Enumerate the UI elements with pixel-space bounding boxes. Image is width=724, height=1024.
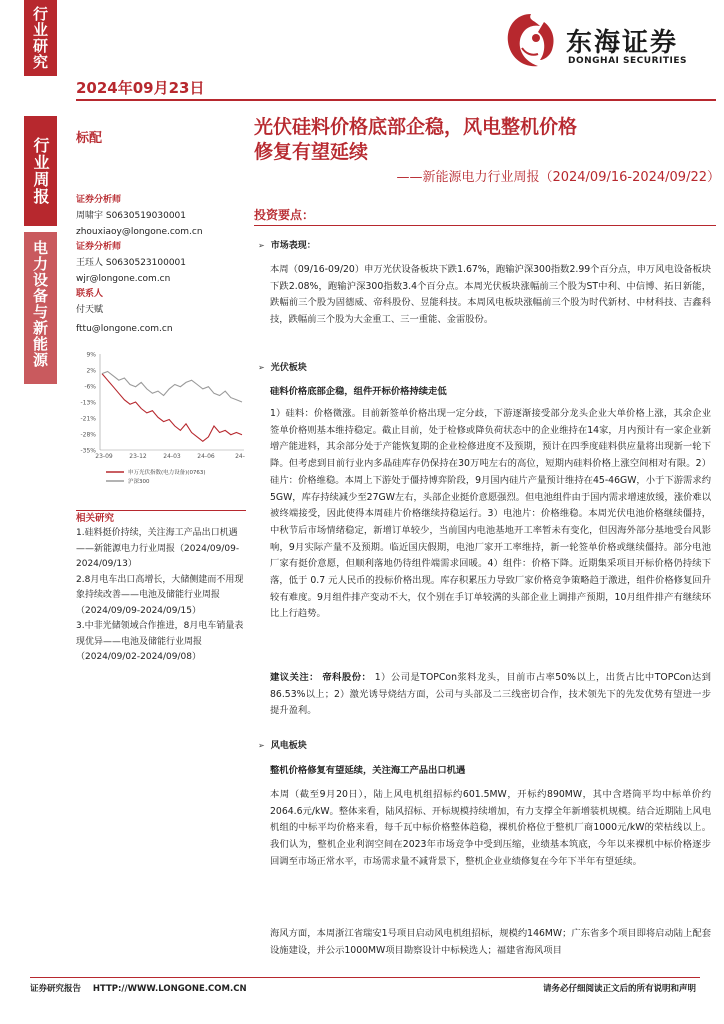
y-tick-label: -28% — [80, 431, 96, 439]
pv-text: 1）硅料：价格微涨。目前新签单价格出现一定分歧，下游逐渐接受部分龙头企业大单价格上涨，其余企业签单价格则基本维持稳定。截止目前，处于检修或降负荷状态中的企业维持在14家，月内预计有一家企业新增产能进料，其余部分处于产能恢复期的企业检修进度不及预期，预计在四季度硅料供应量将出现新一轮下降。但考虑到目前行业内多晶硅库存仍保持在30万吨左右的高位，短期内硅料价格上涨空间相对有限。2）硅片：价格维稳。本周上下游处于僵持博弈阶段，9月国内硅片产量预计维持在45-46GW，小于下游需求约5GW，库存持续减少至27GW左右，头部企业挺价意愿强烈。但电池组件由于国内需求增速放缓，涨价难以被终端接受，因此使得本周硅片价格继续持稳运行。3）电池片：价格维稳。本周光伏电池价格继续僵持，中秋节后市场情绪稳定，新增订单较少，当前国内电池基地开工率暂未有变化，但因海外部分基地受台风影响，9月实际产量不及预期。临近国庆假期，电池厂家开工率维持，新一轮签单价格或继续僵持。部分电池厂家有挺价意愿，但顺利落地仍待组件端需求回暖。4）组件：价格下降。近期集采项目开标价格仍持续下落，低于 0.7 元人民币的投标价格出现。库存积累压力导致厂家价格竞争策略趋于激进，组件价格修复回升较有难度。9月组件排产变动不大，仅个别在手订单较满的头部企业上调排产预期，10月组件排产有继续环比上行趋势。 — [270, 408, 712, 620]
legend-label-2: 沪深300 — [128, 479, 150, 485]
market-heading: ➢ 市场表现： — [258, 238, 316, 251]
x-tick-label: 24-03 — [163, 453, 181, 460]
pv-focus — [270, 670, 711, 720]
brand-name-en: DONGHAI SECURITIES — [568, 56, 687, 66]
y-tick-label: -13% — [80, 399, 96, 407]
analyst-1-email[interactable]: zhouxiaoy@longone.com.cn — [76, 227, 203, 237]
rating: 标配 — [76, 131, 103, 146]
series-line-1 — [102, 374, 242, 442]
section-rule — [254, 225, 716, 226]
wind-text-1: 本周（截至9月20日），陆上风电机组招标约601.5MW，开标约890MW，其中含塔筒平均中标单价约2064.6元/kW。整体来看，陆风招标、开标规模持续增加，有力支撑全年新增装机规模。结合近期陆上风电机组的中标平均价格来看，每千瓦中标价格整体趋稳，裸机价格位于整机厂商1000元/kW的荣枯线以上。我们认为，整机企业利润空间在2023年市场竞争中受到压缩，业绩基本筑底，今年以来裸机中标价格逐步回调至市场正常水平，市场需求量不减背景下，整机企业业绩修复在今年下半年有望延续。 — [270, 789, 711, 867]
y-tick-label: 9% — [86, 351, 96, 359]
wind-subheading: 整机价格修复有望延续，关注海工产品出口机遇 — [270, 765, 466, 776]
header-rule — [76, 99, 716, 101]
report-title — [254, 115, 709, 165]
pv-focus-label: 建议关注： — [270, 672, 319, 683]
footer-right: 请务必仔细阅读正文后的所有说明和声明 — [542, 984, 696, 994]
y-tick-label: 2% — [86, 367, 96, 375]
title-line-2: 修复有望延续 — [254, 141, 369, 163]
analyst-2-email[interactable]: wjr@longone.com.cn — [76, 274, 171, 284]
analyst-1-name: 周啸宇 S0630519030001 — [76, 211, 187, 221]
x-tick-label: 24-06 — [197, 453, 215, 460]
weekly-label: 行业周报 — [31, 137, 50, 205]
related-item-3[interactable]: 3.中非光储领域合作推进，8月电车销量表现优异——电池及储能行业周报（2024/09/02-2024/09/08） — [76, 621, 244, 662]
brand-name-cn: 东海证券 — [566, 28, 679, 58]
title-line-1: 光伏硅料价格底部企稳，风电整机价格 — [254, 116, 578, 138]
sector-band — [24, 232, 57, 384]
wind-heading: ➢ 风电板块 — [258, 738, 307, 751]
wind-text-2: 海风方面，本周浙江省瑞安1号项目启动风电机组招标，规模约146MW；广东省多个项目即将启动陆上配套设施建设，并公示1000MW项目勘察设计中标候选人；福建省海风项目 — [270, 928, 711, 956]
analysts-block — [76, 194, 246, 336]
report-type-band — [24, 0, 57, 76]
y-tick-label: -6% — [84, 383, 96, 391]
related-item-1[interactable]: 1.硅料挺价持续，关注海工产品出口机遇 ——新能源电力行业周报（2024/09/09-2024/09/13） — [76, 528, 240, 569]
pv-subheading: 硅料价格底部企稳，组件开标价格持续走低 — [270, 386, 447, 397]
legend-label-1: 申万光伏指数(电力设备)(0763) — [128, 470, 206, 476]
brand-logo — [500, 8, 705, 78]
pv-focus-text: 1）公司是TOPCon浆料龙头，目前市占率50%以上，出货占比中TOPCon达到86.53%以上；2）激光诱导烧结方面，公司与头部及二三线密切合作，技术领先下的先发优势有望进一步提升盈利。 — [270, 672, 711, 717]
report-type-label: 行业研究 — [31, 6, 49, 70]
report-subtitle: ——新能源电力行业周报（2024/09/16-2024/09/22） — [396, 170, 720, 185]
x-tick-label: 23-12 — [129, 453, 147, 460]
footer-rule — [30, 977, 700, 978]
related-item-2[interactable]: 2.8月电车出口高增长，大储侧建而不用现象持续改善——电池及储能行业周报（2024/09/09-2024/09/15） — [76, 574, 244, 616]
y-tick-label: -21% — [80, 415, 96, 423]
contact-email[interactable]: fttu@longone.com.cn — [76, 324, 173, 334]
related-heading: 相关研究 — [76, 513, 115, 524]
related-research — [76, 511, 244, 666]
analyst-2-role: 证券分析师 — [76, 242, 122, 252]
section-title: 投资要点： — [254, 208, 315, 222]
analyst-2-name: 王珏人 S0630523100001 — [76, 258, 187, 268]
contact-role: 联系人 — [76, 289, 104, 299]
x-tick-label: 24- — [235, 453, 245, 460]
x-tick-label: 23-09 — [95, 453, 113, 460]
y-tick-label: -35% — [80, 447, 96, 455]
dragon-emblem-icon — [500, 8, 562, 74]
pv-heading: ➢ 光伏板块 — [258, 360, 307, 373]
performance-chart — [76, 346, 251, 506]
analyst-1-role: 证券分析师 — [76, 195, 122, 205]
market-text: 本周（09/16-09/20）申万光伏设备板块下跌1.67%，跑输沪深300指数2.99个百分点，申万风电设备板块下跌2.08%，跑输沪深300指数3.4个百分点。本周光伏板块涨幅前三个股为ST中利、中信博、拓日新能，跌幅前三个股为固德威、帝科股份、昱能科技。本周风电板块涨幅前三个股为时代新材、中材科技、吉鑫科技，跌幅前三个股为大金重工、三一重能、金雷股份。 — [270, 264, 712, 326]
report-date: 2024年09月23日 — [76, 79, 205, 97]
contact-name: 付天赋 — [76, 305, 104, 315]
footer-left: 证券研究报告 HTTP://WWW.LONGONE.COM.CN — [30, 984, 247, 994]
sector-label: 电力设备与新能源 — [31, 240, 49, 368]
weekly-band — [24, 116, 57, 226]
pv-focus-company: 帝科股份： — [322, 672, 372, 683]
